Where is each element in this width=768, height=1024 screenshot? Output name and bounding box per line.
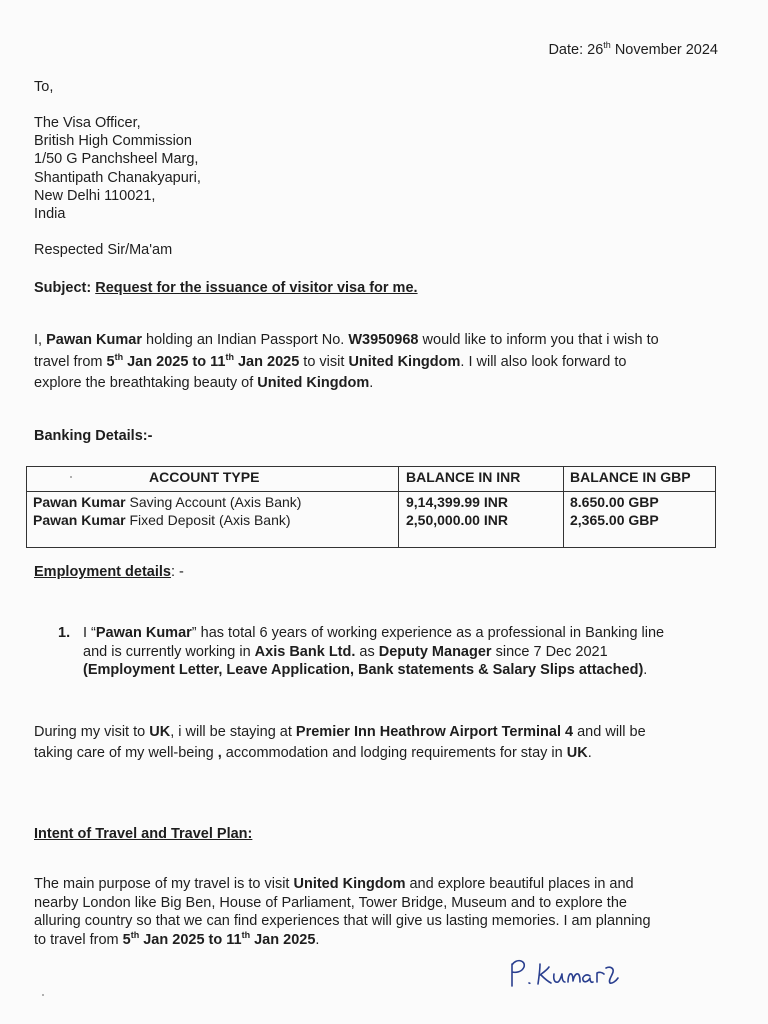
table-cell-account: Pawan Kumar Fixed Deposit (Axis Bank) [33, 512, 291, 528]
table-cell-gbp: 8.650.00 GBP [570, 494, 659, 510]
address-line: New Delhi 110021, [34, 187, 156, 204]
scan-speck [42, 994, 44, 996]
address-line: India [34, 206, 66, 223]
address-line: Shantipath Chanakyapuri, [34, 169, 201, 186]
subject-line [34, 279, 418, 297]
table-cell-inr: 2,50,000.00 INR [406, 512, 508, 528]
scan-speck [70, 476, 72, 478]
stay-paragraph: During my visit to UK, i will be staying at Premier Inn Heathrow Airport Terminal 4 and will be taking care of my well-being , accommodation and lodging requirements for stay in UK. [34, 724, 646, 761]
salutation: Respected Sir/Ma'am [34, 242, 173, 258]
table-header: BALANCE IN INR [406, 469, 521, 485]
employment-heading: Employment details: - [34, 564, 184, 580]
column-divider [563, 467, 564, 547]
address-line: 1/50 G Panchsheel Marg, [34, 151, 199, 168]
table-cell-gbp: 2,365.00 GBP [570, 512, 659, 528]
subject-text: Request for the issuance of visitor visa for me. [95, 280, 418, 296]
to-line: To, [34, 79, 54, 95]
banking-table [26, 466, 716, 548]
intent-heading: Intent of Travel and Travel Plan: [34, 826, 253, 842]
intro-paragraph: I, Pawan Kumar holding an Indian Passport No. W3950968 would like to inform you that i wish to travel from 5th Jan 2025 to 11th Jan 2025 to visit United Kingdom. I will also look forward to explore the breathtaking beauty of United Kingdom. [34, 332, 659, 391]
subject-label: Subject: [34, 280, 92, 296]
recipient-address [34, 114, 201, 223]
table-header: ACCOUNT TYPE [149, 469, 260, 485]
banking-heading: Banking Details:- [34, 428, 153, 444]
column-divider [398, 467, 399, 547]
table-header: BALANCE IN GBP [570, 469, 691, 485]
table-cell-inr: 9,14,399.99 INR [406, 494, 508, 510]
handwritten-signature [502, 950, 632, 996]
header-divider [27, 491, 715, 492]
list-number: 1. [58, 625, 71, 641]
table-cell-account: Pawan Kumar Saving Account (Axis Bank) [33, 494, 302, 510]
address-line: The Visa Officer, [34, 115, 141, 131]
letter-date: Date: 26th November 2024 [548, 40, 718, 58]
address-line: British High Commission [34, 133, 192, 150]
intent-paragraph: The main purpose of my travel is to visit United Kingdom and explore beautiful places in and nearby London like Big Ben, House of Parliament, Tower Bridge, Museum and to explore the alluring country so that we can find experiences that will give us lasting memories. I am planning to travel from 5th Jan 2025 to 11th Jan 2025. [34, 876, 651, 948]
